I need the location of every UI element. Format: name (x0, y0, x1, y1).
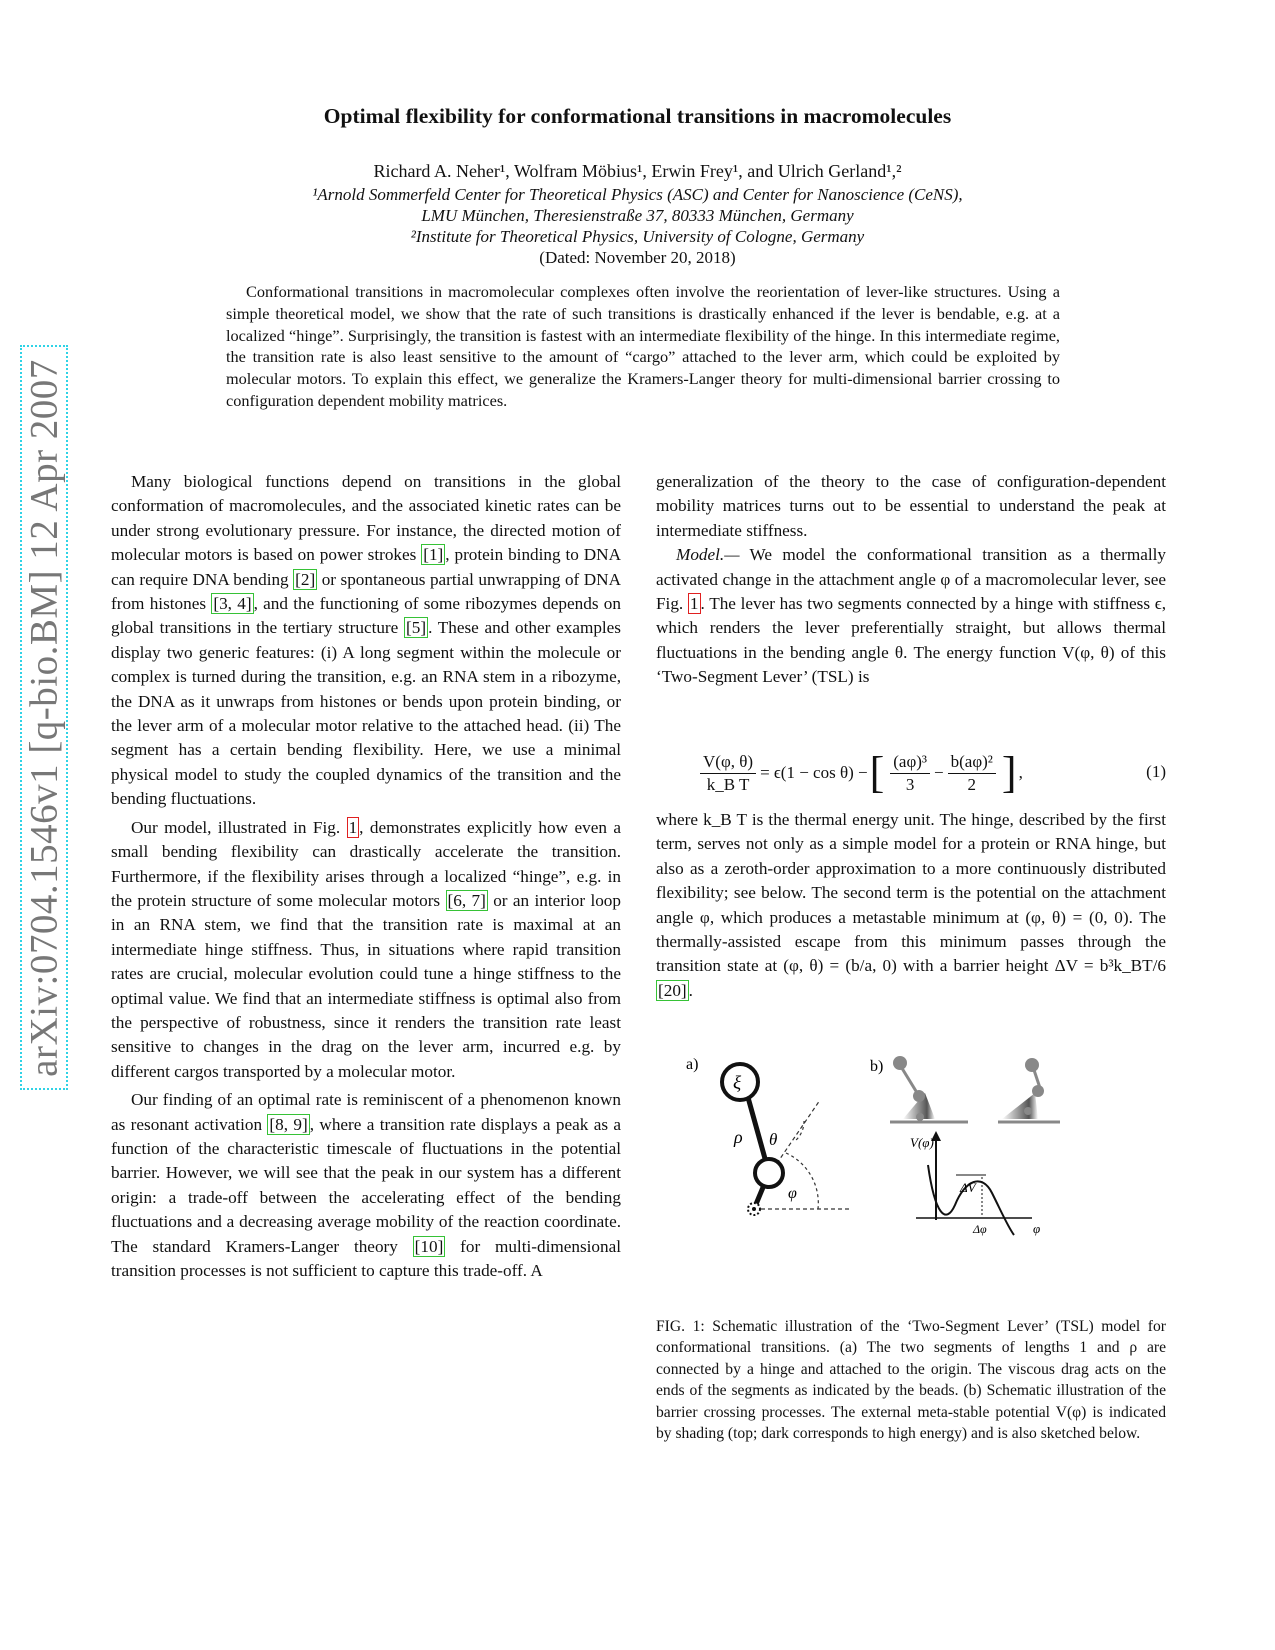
figure-caption: FIG. 1: Schematic illustration of the ‘Two-Segment Lever’ (TSL) model for conformational transitions. (a) The two segments of lengths 1 and ρ are connected by a hinge and attached to the origin. The viscous drag acts on the ends of the segments as indicated by the beads. (b) Schematic illustration of the barrier crossing processes. The external meta-stable potential V(φ) is indicated by shading (top; dark corresponds to high energy) and is also sketched below. (656, 1318, 1166, 1443)
intro-paragraph-2: Our model, illustrated in Fig. 1 , demonstrates explicitly how even a small bending flexibility can drastically accelerate the transition. Furthermore, if the flexibility arises through a localized “hinge”, e.g. in the protein structure of some molecular motors [6, 7] or an interior loop in an RNA stem, we find that the transition rate is maximal at an intermediate hinge stiffness. Thus, in situations where rapid transition rates are crucial, molecular evolution could tune a hinge stiffness to the optimal value. We find that an intermediate stiffness is optimal also from the perspective of robustness, since it renders the transition rate least sensitive to changes in the drag on the lever arm, incurred e.g. by different cargos transported by a molecular motor. (111, 817, 621, 1081)
citation-link[interactable]: [5] (406, 618, 427, 638)
panel-b-label: b) (870, 1058, 884, 1075)
affiliation-1-address: LMU München, Theresienstraße 37, 80333 München, Germany (421, 206, 854, 225)
author-list: Richard A. Neher¹, Wolfram Möbius¹, Erwin Frey¹, and Ulrich Gerland¹,² (373, 161, 902, 181)
citation-link[interactable]: [1] (423, 545, 444, 565)
figure-1-diagram (686, 1055, 1130, 1305)
theta-arc (795, 1121, 804, 1141)
abstract: Conformational transitions in macromolecular complexes often involve the reorientation of lever-like structures. Using a simple theoretical model, we show that the rate of such transitions is drastically enhanced if the lever is bendable, e.g. at a localized “hinge”. Surprisingly, the transition is fastest with an intermediate flexibility of the hinge. In this intermediate regime, the transition rate is also least sensitive to the amount of “cargo” attached to the lever arm, which could be exploited by molecular motors. To explain this effect, we generalize the Kramers-Langer theory for multi-dimensional barrier crossing to configuration dependent mobility matrices. (226, 282, 1060, 410)
citation-link[interactable]: [8, 9] (269, 1114, 308, 1134)
date-line: (Dated: November 20, 2018) (539, 248, 736, 267)
shaded-potential-2 (1002, 1093, 1038, 1119)
model-paragraph: Model.— We model the conformational transition as a thermally activated change in the attachment angle φ of a macromolecular lever, see Fig. 1 . The lever has two segments connected by a hinge with stiffness ϵ, which renders the lever preferentially straight, but allows thermal fluctuations in the bending angle θ. The energy function V(φ, θ) of this ‘Two-Segment Lever’ (TSL) is (656, 545, 1166, 687)
eq-term-1: $\frac{\text{(aφ)³}}{3}$ (890, 752, 930, 795)
phi-label: φ (788, 1185, 797, 1202)
eq-middle: = ϵ(1 − cos θ) − (760, 763, 868, 782)
rho-label: ρ (734, 1127, 743, 1147)
v-axis-label: V(φ) (910, 1135, 934, 1150)
delta-v-label: ΔV (960, 1180, 976, 1195)
right-column-bottom (656, 808, 1166, 1003)
section-lead: Model.— (676, 545, 740, 565)
intro-paragraph-3: Our finding of an optimal rate is reminiscent of a phenomenon known as resonant activation [8, 9] , where a transition rate displays a peak as a function of the characteristic timescale of fluctuations in the potential barrier. However, we will see that the peak in our system has a different origin: a trade-off between the accelerating effect of the bending fluctuations and a decreasing average mobility of the reaction coordinate. The standard Kramers-Langer theory [10] for multi-dimensional transition processes is not sufficient to capture this trade-off. A (111, 1090, 622, 1280)
equation-number: (1) (1146, 762, 1166, 781)
figure-link[interactable]: 1 (348, 817, 358, 837)
hinge-bead (755, 1159, 783, 1187)
arxiv-side-stamp[interactable] (20, 345, 68, 1090)
equation-1: $\frac{V(\varphi, \theta)}{\text{k\_B T}}$ = ϵ(1 − cos θ) − [ $\frac{\text{(aφ)³}}{3}$ − $\frac{\text{b(aφ)²}}{2}$ ] , (1) (656, 743, 1166, 803)
affiliation-1: ¹Arnold Sommerfeld Center for Theoretical Physics (ASC) and Center for Nanoscience (CeNS), (312, 185, 963, 204)
panel-a-label: a) (686, 1056, 699, 1073)
citation-link[interactable]: [20] (658, 980, 687, 1000)
delta-phi-label: Δφ (973, 1222, 987, 1236)
continued-paragraph: generalization of the theory to the case of configuration-dependent mobility matrices turns out to be essential to understand the peak at intermediate stiffness. (656, 472, 1166, 540)
intro-paragraph-1: Many biological functions depend on transitions in the global conformation of macromolecules, and the associated kinetic rates can be under strong evolutionary pressure. For instance, the directed motion of molecular motors is based on power strokes [1] , protein binding to DNA can require DNA bending [2] or spontaneous partial unwrapping of DNA from histones [3, 4] , and the functioning of some ribozymes depends on global transitions in the tertiary structure [5] . These and other examples display two generic features: (i) A long segment within the molecule or complex is turned during the transition, e.g. an RNA stem in a ribozyme, the DNA as it unwraps from histones or bends upon protein binding, or the lever arm of a molecular motor relative to the attached head. (ii) The segment has a certain bending flexibility. Here, we use a minimal physical model to study the coupled dynamics of the transition and the bending fluctuations. (111, 472, 622, 809)
eq-lhs-fraction: $\frac{V(\varphi, \theta)}{\text{k\_B T}}$ (700, 752, 756, 795)
right-column-top (656, 470, 1166, 690)
eq-term-2: $\frac{\text{b(aφ)²}}{2}$ (948, 752, 996, 795)
bead-top-2 (1025, 1058, 1039, 1072)
citation-link[interactable]: [2] (295, 569, 316, 589)
citation-link[interactable]: [3, 4] (213, 594, 252, 614)
xi-label: ξ (733, 1073, 742, 1094)
figure-1 (686, 1055, 1130, 1305)
arxiv-identifier: arXiv:0704.1546v1 [q-bio.BM] 12 Apr 2007 (22, 358, 66, 1077)
phi-axis-label: φ (1033, 1221, 1041, 1236)
citation-link[interactable]: [6, 7] (447, 890, 486, 910)
equation-explanation: where k_B T is the thermal energy unit. The hinge, described by the first term, serves not only as a simple model for a protein or RNA hinge, but also as a zeroth-order approximation to a more continuously distributed flexibility; see below. The second term is the potential on the attachment angle φ, which produces a metastable minimum at (φ, θ) = (0, 0). The thermally-assisted escape from this minimum passes through the transition state at (φ, θ) = (b/a, 0) with a barrier height ΔV = b³k_BT/6 [20] . (656, 810, 1166, 1000)
paper-title: Optimal flexibility for conformational transitions in macromolecules (323, 104, 952, 128)
left-column (111, 470, 621, 1283)
citation-link[interactable]: [10] (414, 1236, 444, 1256)
theta-label: θ (769, 1130, 778, 1149)
bead-top-1 (893, 1056, 907, 1070)
affiliation-2: ²Institute for Theoretical Physics, University of Cologne, Germany (410, 227, 865, 246)
figure-link[interactable]: 1 (689, 594, 699, 614)
